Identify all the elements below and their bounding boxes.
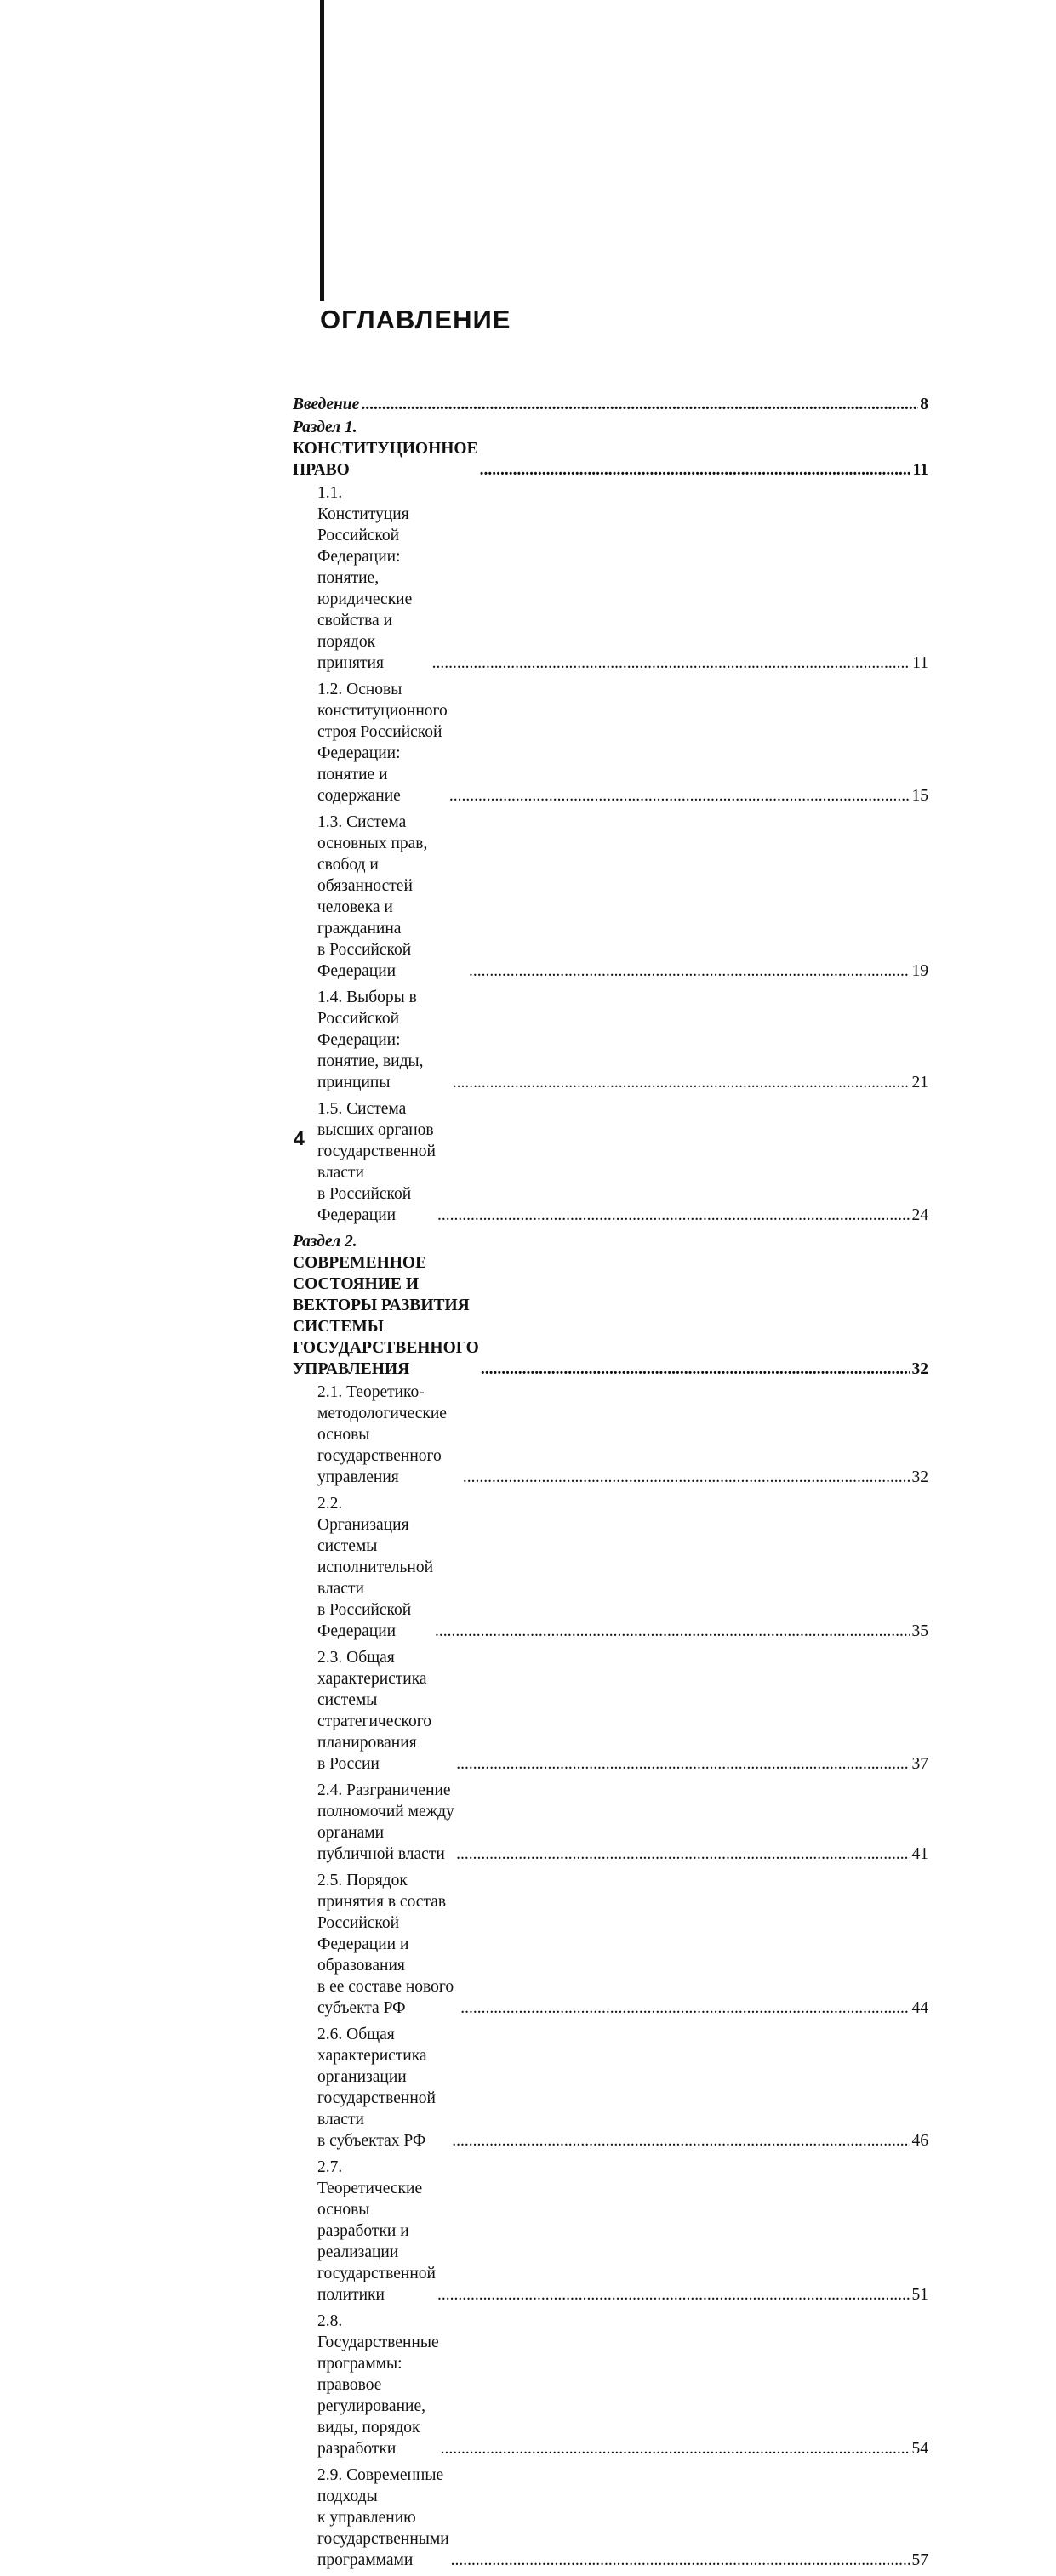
toc-page-number: 51 [911, 2286, 928, 2304]
toc-entry-line: в ее составе нового субъекта РФ [317, 1978, 454, 2017]
toc-page-number: 24 [911, 1206, 928, 1224]
toc-subsection-2-8[interactable] [293, 2311, 928, 2459]
toc-subsection-2-5[interactable] [293, 1870, 928, 2019]
toc-subsection-2-2[interactable] [293, 1493, 928, 1642]
dot-leader [361, 394, 918, 415]
dot-leader [451, 2550, 910, 2571]
toc-page-number: 15 [911, 787, 928, 805]
table-of-contents [293, 394, 928, 2576]
dot-leader [435, 1621, 910, 1642]
page-title: ОГЛАВЛЕНИЕ [320, 305, 511, 334]
toc-entry-line: в России [317, 1755, 380, 1773]
toc-page-number: 54 [911, 2440, 928, 2458]
toc-entry-line: 2.1. Теоретико-методологические основы государственного управления [317, 1383, 447, 1486]
section-title: СОВРЕМЕННОЕ СОСТОЯНИЕ И ВЕКТОРЫ РАЗВИТИЯ [293, 1254, 470, 1314]
toc-entry-line: 2.8. Государственные программы: [317, 2312, 439, 2373]
toc-entry-line: 1.2. Основы конституционного строя Российской Федерации: [317, 681, 448, 762]
decorative-vertical-rule [320, 0, 324, 301]
toc-subsection-2-1[interactable] [293, 1382, 928, 1488]
toc-entry-line: в Российской Федерации [317, 1185, 412, 1224]
dot-leader [432, 653, 911, 674]
dot-leader [463, 1467, 910, 1488]
dot-leader [480, 459, 911, 481]
toc-entry-line: понятие и содержание [317, 766, 401, 805]
toc-page-number: 57 [911, 2551, 928, 2569]
toc-page-number: 32 [911, 1468, 928, 1486]
toc-page-number: 41 [911, 1845, 928, 1863]
toc-section-2[interactable] [293, 1231, 928, 1380]
toc-subsection-1-5[interactable] [293, 1098, 928, 1226]
toc-page-number: 11 [912, 461, 928, 479]
section-title: КОНСТИТУЦИОННОЕ ПРАВО [293, 440, 478, 479]
toc-page-number: 8 [920, 396, 928, 413]
toc-subsection-2-4[interactable] [293, 1780, 928, 1865]
toc-entry-line: государственной политики [317, 2265, 436, 2304]
dot-leader [437, 1205, 910, 1226]
toc-section-1[interactable] [293, 417, 928, 481]
toc-entry-line: понятие, юридические свойства и порядок принятия [317, 569, 413, 672]
toc-entry-title: Введение [293, 396, 360, 413]
toc-subsection-2-6[interactable] [293, 2024, 928, 2151]
toc-subsection-1-4[interactable] [293, 987, 928, 1093]
dot-leader [437, 2284, 910, 2305]
dot-leader [460, 1998, 910, 2019]
toc-entry-line: 1.3. Система основных прав, свобод и обязанностей человека и гражданина [317, 813, 428, 938]
toc-page-number: 37 [911, 1755, 928, 1773]
toc-entry-line: в Российской Федерации [317, 1601, 412, 1640]
section-prefix: Раздел 1. [293, 419, 357, 436]
toc-entry-line: 2.2. Организация системы исполнительной власти [317, 1495, 434, 1598]
toc-entry-line: 2.3. Общая характеристика системы стратегического планирования [317, 1649, 432, 1752]
toc-subsection-2-3[interactable] [293, 1647, 928, 1775]
toc-subsection-1-1[interactable] [293, 482, 928, 674]
toc-subsection-2-7[interactable] [293, 2157, 928, 2305]
dot-leader [449, 785, 910, 806]
toc-page-number: 35 [911, 1622, 928, 1640]
toc-page-number: 32 [911, 1360, 928, 1378]
toc-entry-introduction[interactable] [293, 394, 928, 415]
toc-entry-line: 1.4. Выборы в Российской Федерации: понятие, виды, принципы [317, 989, 424, 1091]
section-prefix: Раздел 2. [293, 1233, 357, 1251]
toc-page-number: 21 [911, 1074, 928, 1091]
dot-leader [452, 2130, 910, 2151]
toc-entry-line: 1.5. Система высших органов государственной власти [317, 1100, 436, 1182]
dot-leader [456, 1753, 910, 1775]
toc-subsection-1-3[interactable] [293, 812, 928, 982]
dot-leader [469, 960, 910, 982]
toc-page-number: 46 [911, 2132, 928, 2150]
toc-entry-line: 2.5. Порядок принятия в состав Российской Федерации и образования [317, 1872, 447, 1975]
toc-entry-line: к управлению государственными программами [317, 2509, 449, 2569]
toc-entry-line: 1.1. Конституция Российской Федерации: [317, 484, 409, 566]
toc-page-number: 44 [911, 1999, 928, 2017]
dot-leader [481, 1359, 910, 1380]
dot-leader [453, 1072, 910, 1093]
toc-subsection-1-2[interactable] [293, 679, 928, 806]
page-number: 4 [294, 1127, 305, 1149]
toc-entry-line: в субъектах РФ [317, 2132, 426, 2150]
section-title: СИСТЕМЫ ГОСУДАРСТВЕННОГО УПРАВЛЕНИЯ [293, 1318, 479, 1378]
toc-entry-line: 2.4. Разграничение полномочий между органами публичной власти [317, 1781, 454, 1863]
toc-entry-line: 2.7. Теоретические основы разработки и реализации [317, 2158, 423, 2261]
dot-leader [456, 1844, 910, 1865]
toc-page-number: 11 [912, 654, 928, 672]
toc-entry-line: в Российской Федерации [317, 941, 412, 980]
toc-entry-line: 2.9. Современные подходы [317, 2466, 444, 2505]
toc-subsection-2-9[interactable] [293, 2465, 928, 2571]
toc-entry-line: правовое регулирование, виды, порядок разработки [317, 2376, 425, 2458]
toc-page-number: 19 [911, 962, 928, 980]
dot-leader [441, 2438, 910, 2459]
toc-entry-line: 2.6. Общая характеристика организации государственной власти [317, 2026, 436, 2129]
